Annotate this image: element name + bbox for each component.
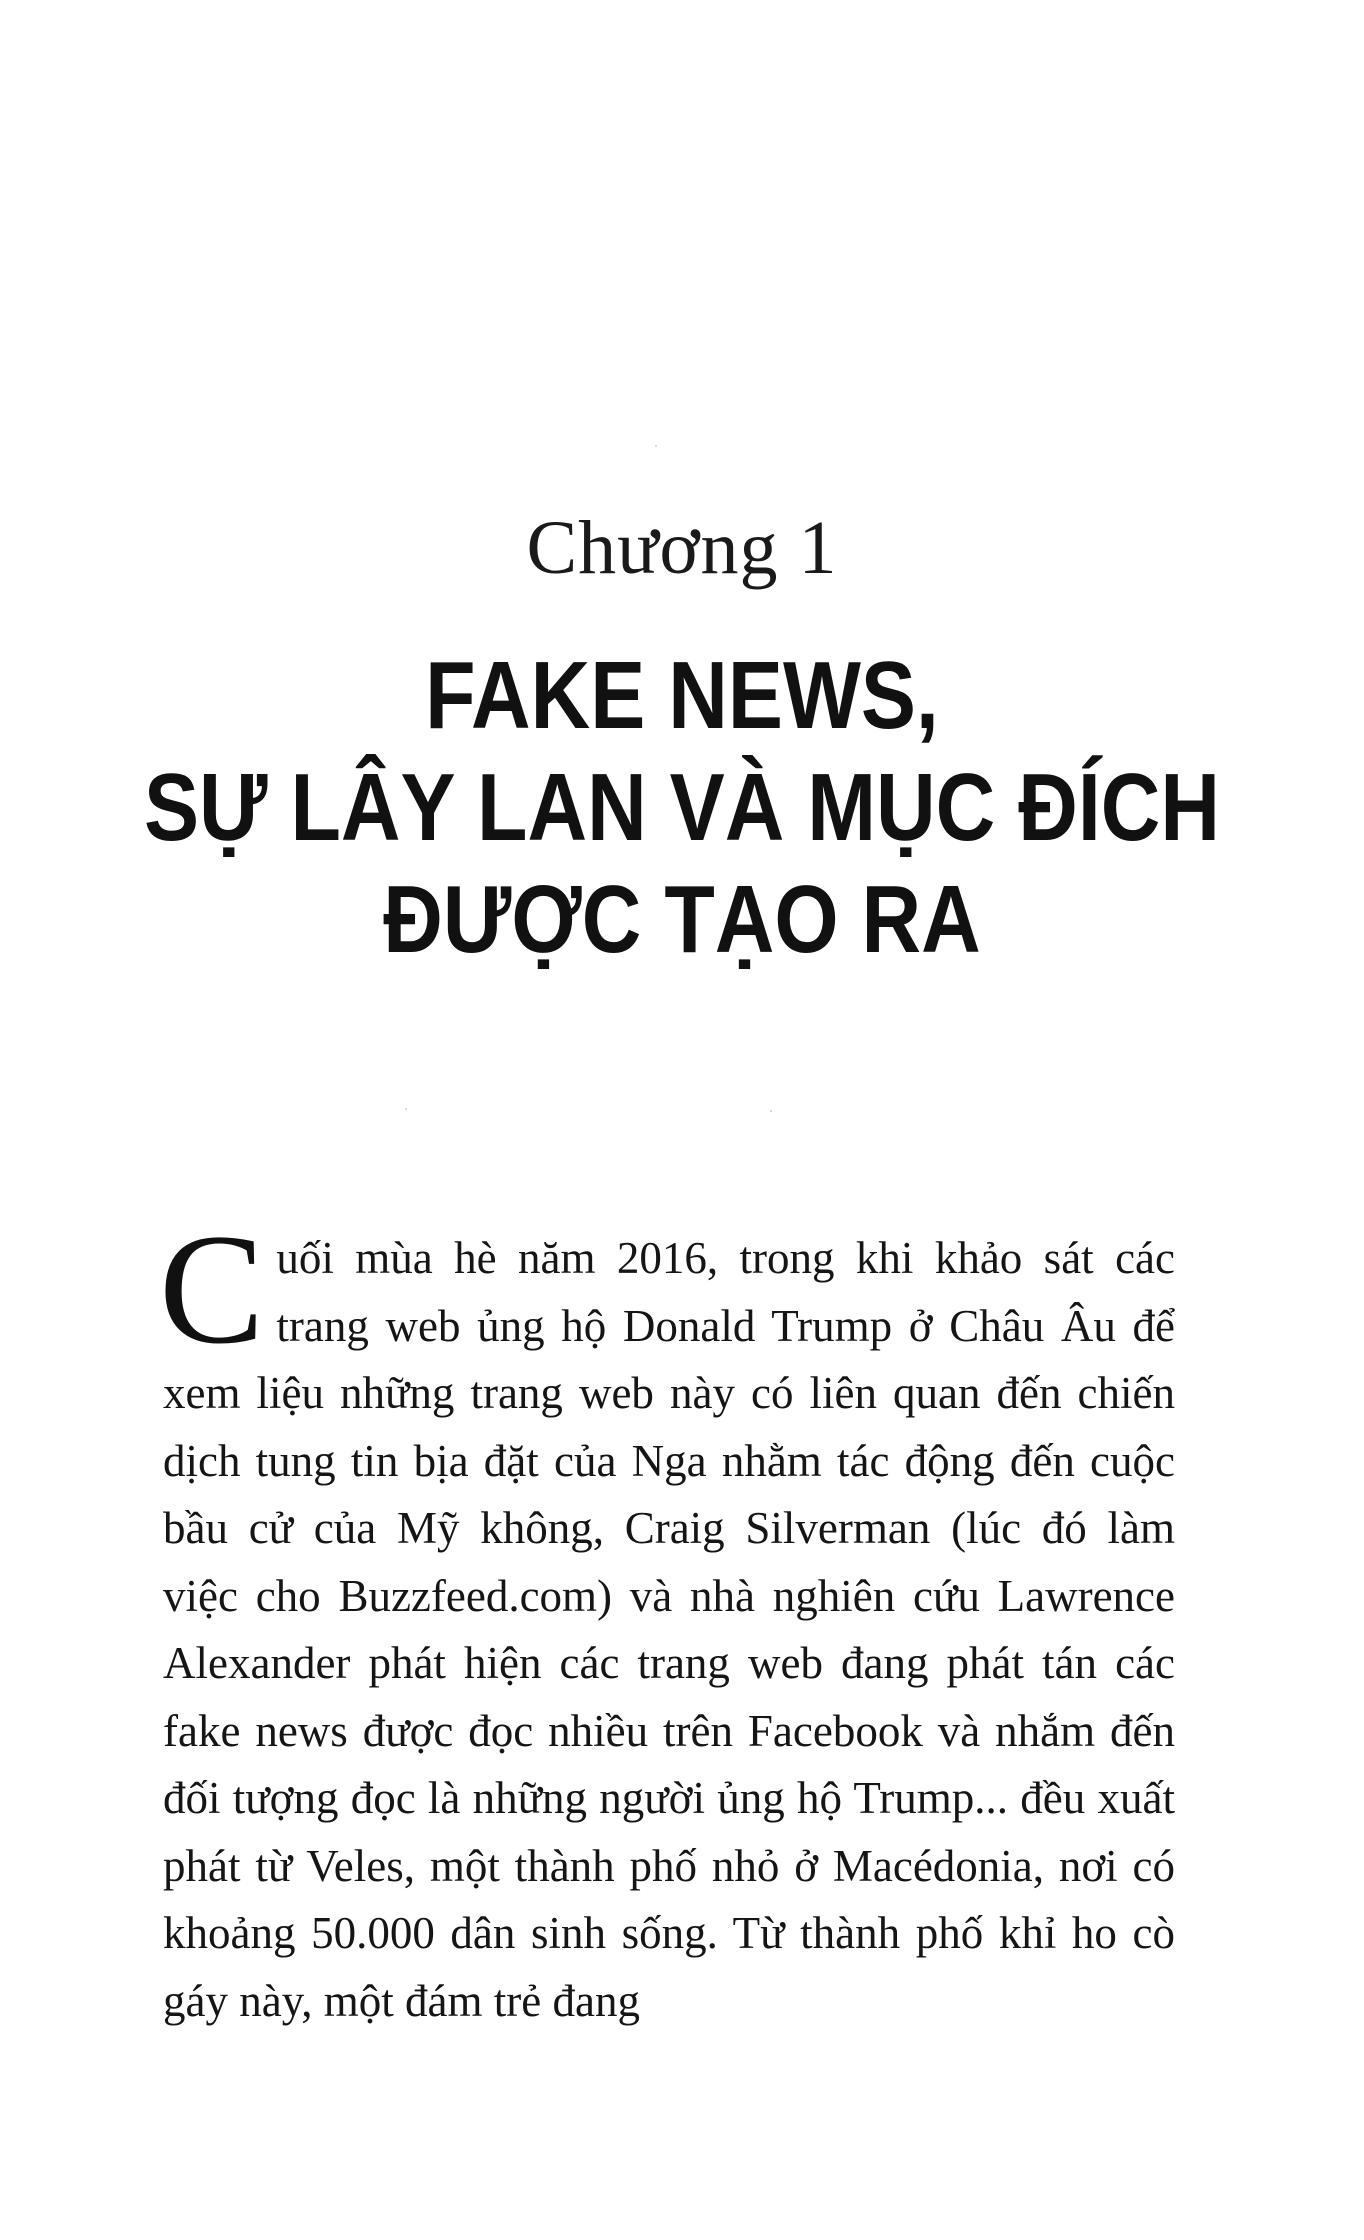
- chapter-title-line-1: FAKE NEWS,: [425, 642, 939, 749]
- scan-speck: [655, 445, 657, 447]
- chapter-label: Chương 1: [526, 506, 838, 590]
- chapter-title: [95, 640, 1268, 976]
- chapter-title-line-3: ĐƯỢC TẠO RA: [383, 866, 981, 973]
- scan-speck: [770, 1110, 772, 1112]
- drop-cap: C: [159, 1202, 265, 1377]
- body-paragraph: [159, 1202, 1175, 2035]
- scan-speck: [405, 1108, 407, 1110]
- chapter-title-line-2: SỰ LÂY LAN VÀ MỤC ĐÍCH: [143, 754, 1221, 861]
- paragraph-text: uối mùa hè năm 2016, trong khi khảo sát các trang web ủng hộ Donald Trump ở Châu Âu để xem liệu những trang web này có liên quan đến chiến dịch tung tin bịa đặt của Nga nhằm tác động đến cuộc bầu cử của Mỹ không, Craig Silverman (lúc đó làm việc cho Buzzfeed.com) và nhà nghiên cứu Lawrence Alexander phát hiện các trang web đang phát tán các fake news được đọc nhiều trên Facebook và nhắm đến đối tượng đọc là những người ủng hộ Trump... đều xuất phát từ Veles, một thành phố nhỏ ở Macédonia, nơi có khoảng 50.000 dân sinh sống. Từ thành phố khỉ ho cò gáy này, một đám trẻ đang: [163, 1233, 1175, 2026]
